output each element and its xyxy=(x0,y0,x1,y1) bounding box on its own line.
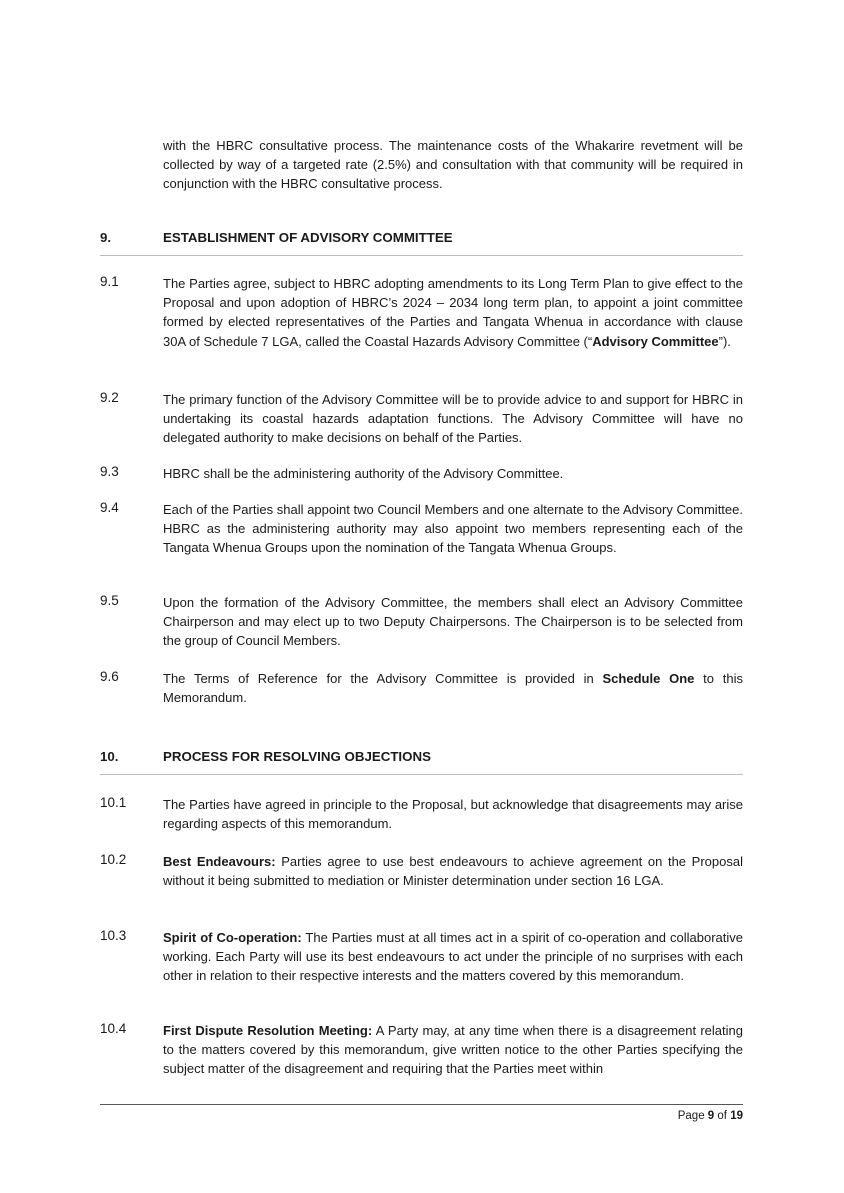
clause-text-part: The Parties agree, subject to HBRC adopting amendments to its Long Term Plan to give effect to the Proposal and upon adoption of HBRC’s 2024 – 2034 long term plan, to appoint a joint committee formed by elected representatives of the Parties and Tangata Whenua in accordance with clause 30A of Schedule 7 LGA, called the Coastal Hazards Advisory Committee (“ xyxy=(163,276,743,349)
page-number xyxy=(678,1110,743,1122)
clause-text: HBRC shall be the administering authority of the Advisory Committee. xyxy=(163,466,564,481)
clause-text-part: Parties agree to use best endeavours to achieve agreement on the Proposal without it being submitted to mediation or Minister determination under section 16 LGA. xyxy=(163,854,743,889)
section-title: PROCESS FOR RESOLVING OBJECTIONS xyxy=(163,749,431,764)
clause-9-2 xyxy=(100,390,743,448)
clause-heading: Best Endeavours: xyxy=(163,854,276,869)
clause-text: Each of the Parties shall appoint two Council Members and one alternate to the Advisory Committee. HBRC as the administering authority may also appoint two members representing each of the Tangata Whenua Groups upon the nomination of the Tangata Whenua Groups. xyxy=(163,502,743,556)
clause-9-3 xyxy=(100,464,743,483)
clause-text: Upon the formation of the Advisory Committee, the members shall elect an Advisory Committee Chairperson and may elect up to two Deputy Chairpersons. The Chairperson is to be selected from the group of Council Members. xyxy=(163,595,743,649)
clause-number: 10.1 xyxy=(100,795,127,810)
clause-10-2 xyxy=(100,852,743,890)
clause-defined-term: Advisory Committee xyxy=(592,333,719,349)
clause-text xyxy=(163,1021,743,1079)
section-heading-10 xyxy=(100,749,743,775)
footer-divider xyxy=(100,1104,743,1105)
clause-10-4 xyxy=(100,1021,743,1079)
section-number: 10. xyxy=(100,749,119,764)
clause-9-6 xyxy=(100,669,743,707)
clause-number: 9.2 xyxy=(100,390,119,405)
clause-text xyxy=(163,852,743,890)
clause-number: 9.4 xyxy=(100,500,119,515)
clause-text xyxy=(163,928,743,986)
clause-number: 9.3 xyxy=(100,464,119,479)
clause-text xyxy=(163,669,743,707)
clause-number: 10.3 xyxy=(100,928,127,943)
clause-text-part: The Parties must at all times act in a spirit of co-operation and collaborative working. Each Party will use its best endeavours to act under the principle of no surprises with each other in relation to their respective interests and the matters covered by this memorandum. xyxy=(163,930,743,984)
clause-text-part: to this Memorandum. xyxy=(163,671,743,706)
clause-10-3 xyxy=(100,928,743,986)
clause-text-part: ”). xyxy=(718,333,731,349)
section-heading-9 xyxy=(100,230,743,256)
clause-9-1 xyxy=(100,274,743,351)
clause-number: 9.6 xyxy=(100,669,119,684)
clause-text-part: The Terms of Reference for the Advisory Committee is provided in xyxy=(163,671,603,686)
page-label: Page xyxy=(677,1110,705,1122)
clause-text-part: A Party may, at any time when there is a disagreement relating to the matters covered by this memorandum, give written notice to the other Parties specifying the subject matter of the disagreement and requiring that the Parties meet within xyxy=(163,1023,743,1077)
clause-10-1 xyxy=(100,795,743,833)
clause-heading: First Dispute Resolution Meeting: xyxy=(163,1023,373,1038)
of-label: of xyxy=(717,1110,727,1122)
clause-number: 9.1 xyxy=(100,274,119,289)
clause-reference: Schedule One xyxy=(602,671,695,686)
section-number: 9. xyxy=(100,230,112,245)
clause-9-5 xyxy=(100,593,743,651)
clause-9-4 xyxy=(100,500,743,558)
clause-text: The Parties have agreed in principle to the Proposal, but acknowledge that disagreements may arise regarding aspects of this memorandum. xyxy=(163,797,743,832)
clause-number: 10.4 xyxy=(100,1021,127,1036)
total-pages: 19 xyxy=(730,1110,743,1122)
intro-paragraph: with the HBRC consultative process. The maintenance costs of the Whakarire revetment will be collected by way of a targeted rate (2.5%) and consultation with that community will be required in conjunction with the HBRC consultative process. xyxy=(163,138,743,192)
clause-number: 10.2 xyxy=(100,852,127,867)
current-page: 9 xyxy=(707,1110,715,1122)
clause-text xyxy=(163,274,743,351)
clause-heading: Spirit of Co-operation: xyxy=(163,930,302,945)
clause-text: The primary function of the Advisory Committee will be to provide advice to and support for HBRC in undertaking its coastal hazards adaptation functions. The Advisory Committee will have no delegated authority to make decisions on behalf of the Parties. xyxy=(163,392,743,446)
section-title: ESTABLISHMENT OF ADVISORY COMMITTEE xyxy=(163,230,453,245)
clause-number: 9.5 xyxy=(100,593,119,608)
